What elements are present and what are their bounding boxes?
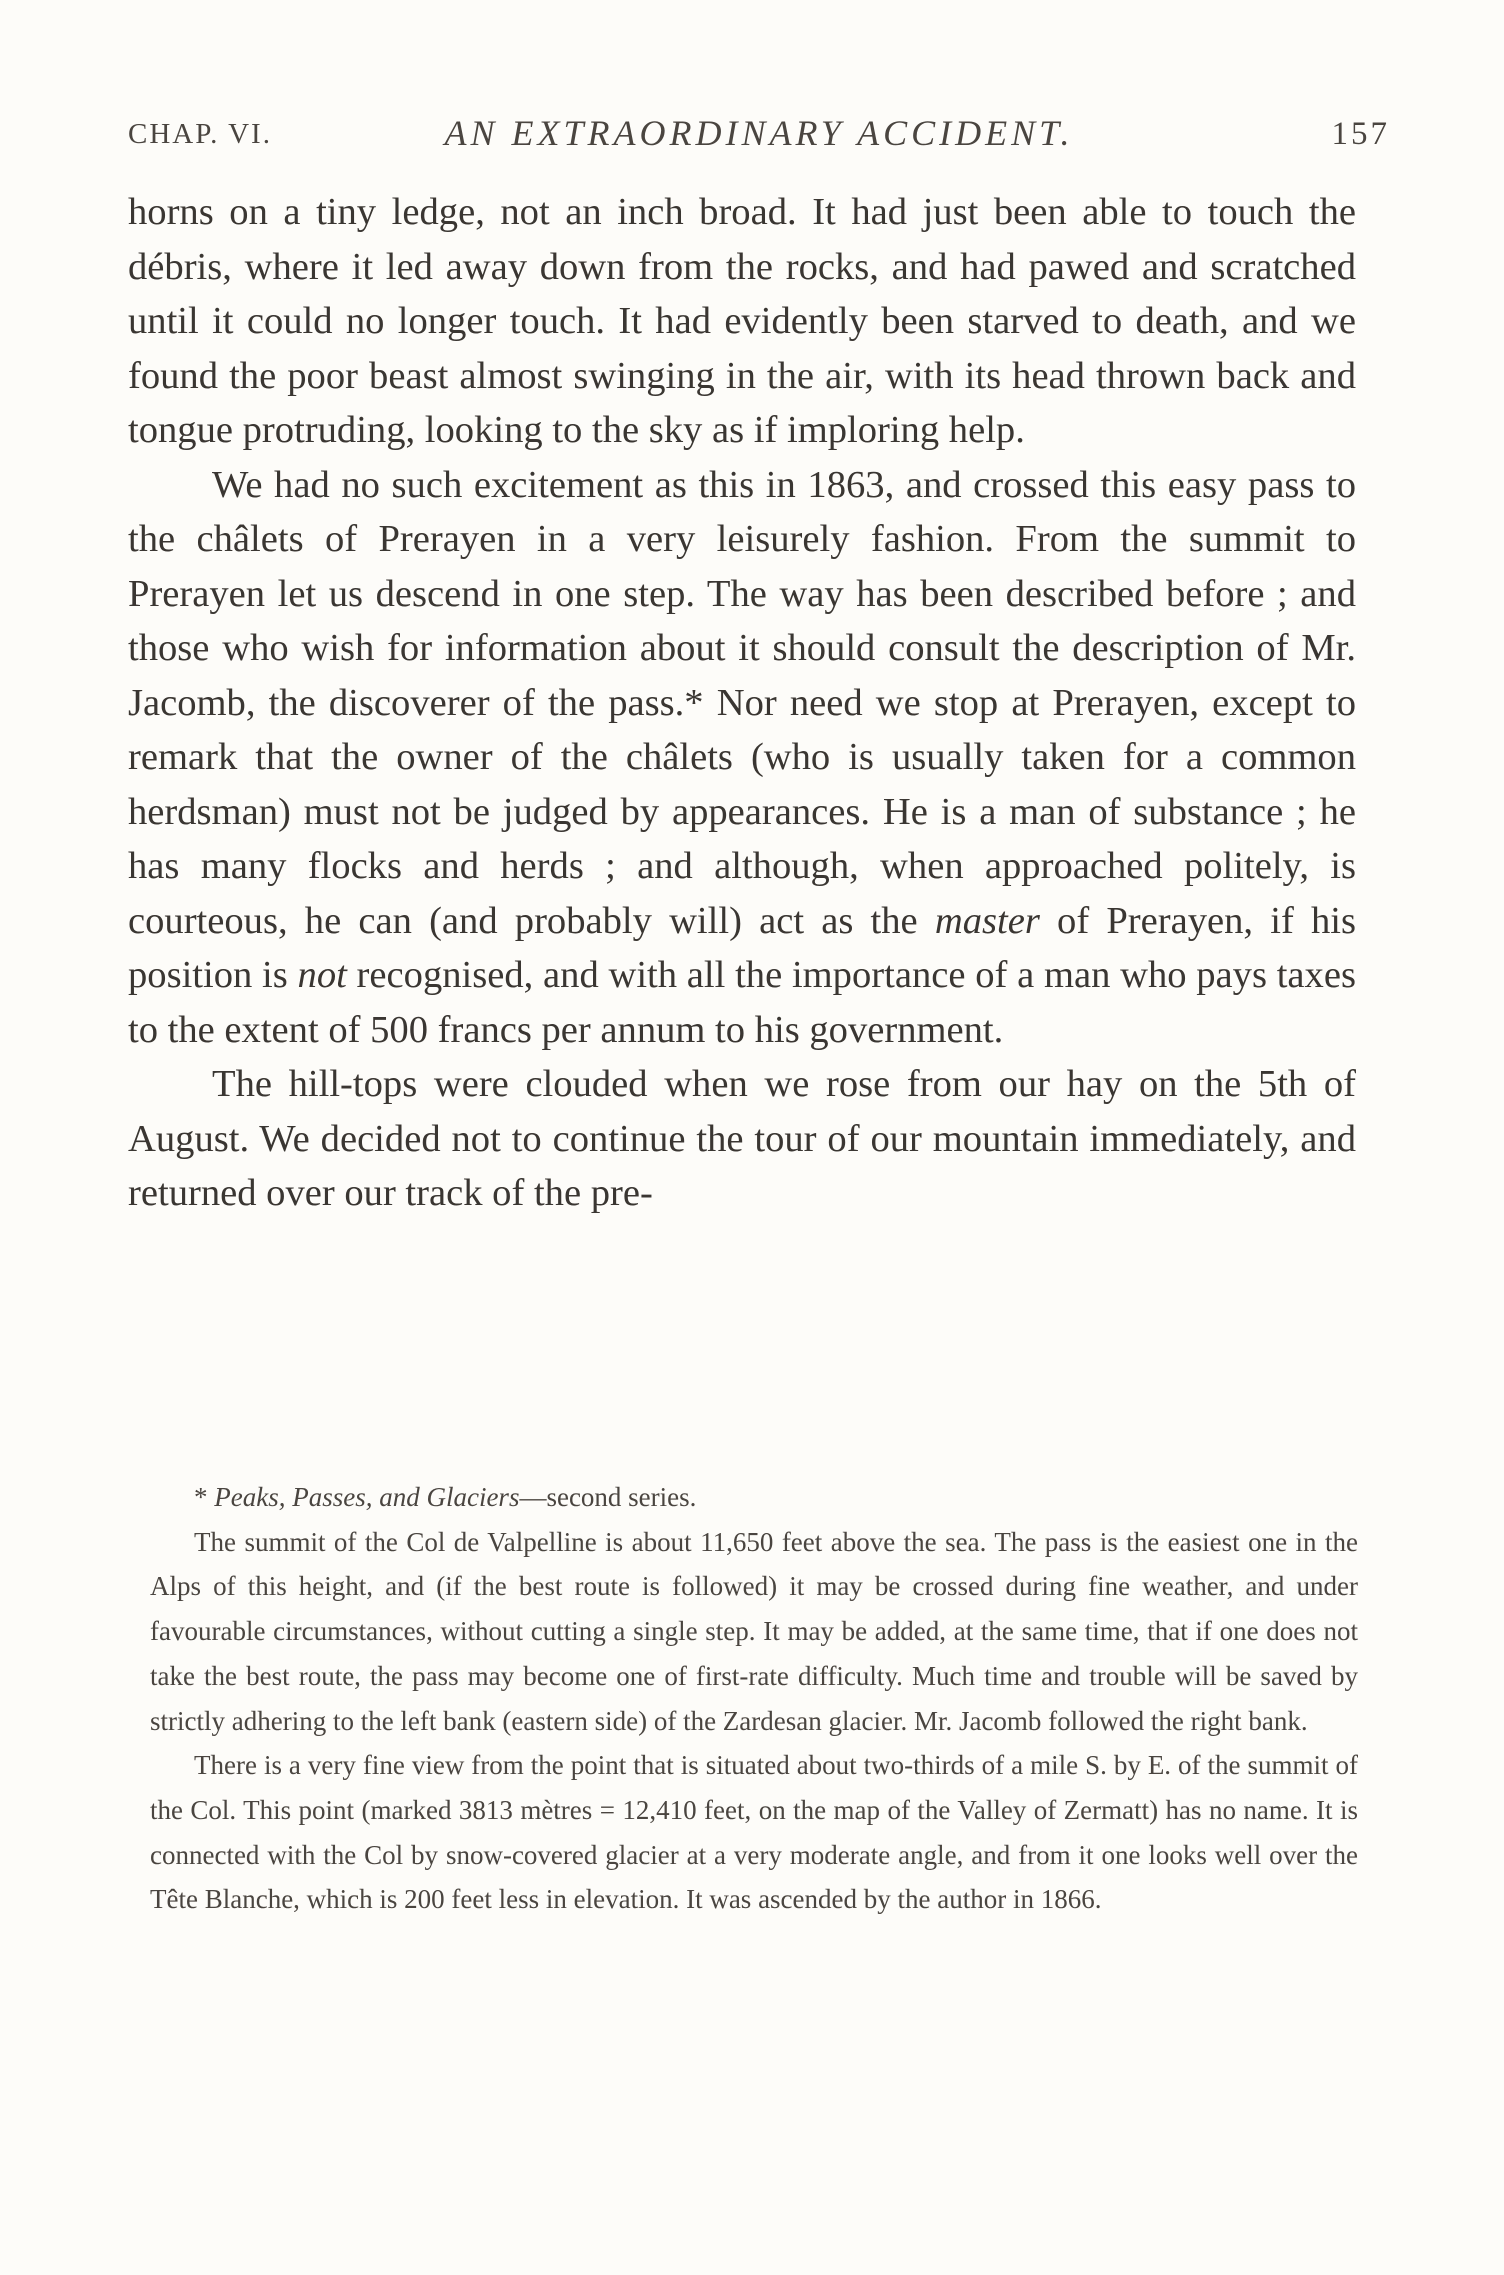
- reference-title: Peaks, Passes, and Glaciers: [214, 1482, 520, 1512]
- paragraph-1: horns on a tiny ledge, not an inch broad. It had just been able to touch the débris, where it led away down from the rocks, and had pawed and scratched until it could no longer touch. It had evidently been starved to death, and we found the poor beast almost swinging in the air, with its head thrown back and tongue protruding, looking to the sky as if imploring help.: [128, 191, 1356, 451]
- reference-series: —second series.: [519, 1482, 697, 1512]
- paragraph-2-part-a: We had no such excitement as this in 1863, and crossed this easy pass to the châlets of Prerayen in a very leisurely fashion. From the summit to Prerayen let us descend in one step. The way has been described before ; and those who wish for information about it should consult the description of Mr. Jacomb, the discoverer of the pass.* Nor need we stop at Prerayen, except to remark that the owner of the châlets (who is usually taken for a common herdsman) must not be judged by appearances. He is a man of substance ; he has many flocks and herds ; and although, when approached politely, is courteous, he can (and probably will) act as the: [128, 463, 1356, 942]
- footnote-marker: *: [194, 1482, 215, 1512]
- paragraph-3: The hill-tops were clouded when we rose from our hay on the 5th of August. We decided not to continue the tour of our mountain immediately, and returned over our track of the pre-: [128, 1063, 1356, 1214]
- page-number: 157: [1331, 116, 1390, 152]
- footnote-paragraph-1: The summit of the Col de Valpelline is about 11,650 feet above the sea. The pass is the easiest one in the Alps of this height, and (if the best route is followed) it may be crossed during fine weather, and under favourable circumstances, without cutting a single step. It may be added, at the same time, that if one does not take the best route, the pass may become one of first-rate difficulty. Much time and trouble will be saved by strictly adhering to the left bank (eastern side) of the Zardesan glacier. Mr. Jacomb followed the right bank.: [150, 1526, 1358, 1736]
- paragraph-2: [128, 458, 1356, 1058]
- emphasis-not: not: [297, 954, 347, 996]
- emphasis-master: master: [934, 899, 1040, 942]
- chapter-label: CHAP. VI.: [128, 118, 272, 150]
- main-text: [128, 185, 1356, 1221]
- running-header: [128, 112, 1390, 162]
- footnotes: [150, 1475, 1358, 1922]
- running-title: AN EXTRAORDINARY ACCIDENT.: [444, 113, 1074, 153]
- paragraph-2-part-c: recognised, and with all the importance of a man who pays taxes to the extent of 500 francs per annum to his government.: [128, 954, 1356, 1051]
- paragraph-2-part-b: of Prerayen, if his position is: [128, 899, 1356, 996]
- footnote-paragraph-2: There is a very fine view from the point that is situated about two-thirds of a mile S. by E. of the summit of the Col. This point (marked 3813 mètres = 12,410 feet, on the map of the Valley of Zermatt) has no name. It is connected with the Col by snow-covered glacier at a very moderate angle, and from it one looks well over the Tête Blanche, which is 200 feet less in elevation. It was ascended by the author in 1866.: [150, 1750, 1358, 1915]
- footnote-reference: [150, 1475, 1358, 1520]
